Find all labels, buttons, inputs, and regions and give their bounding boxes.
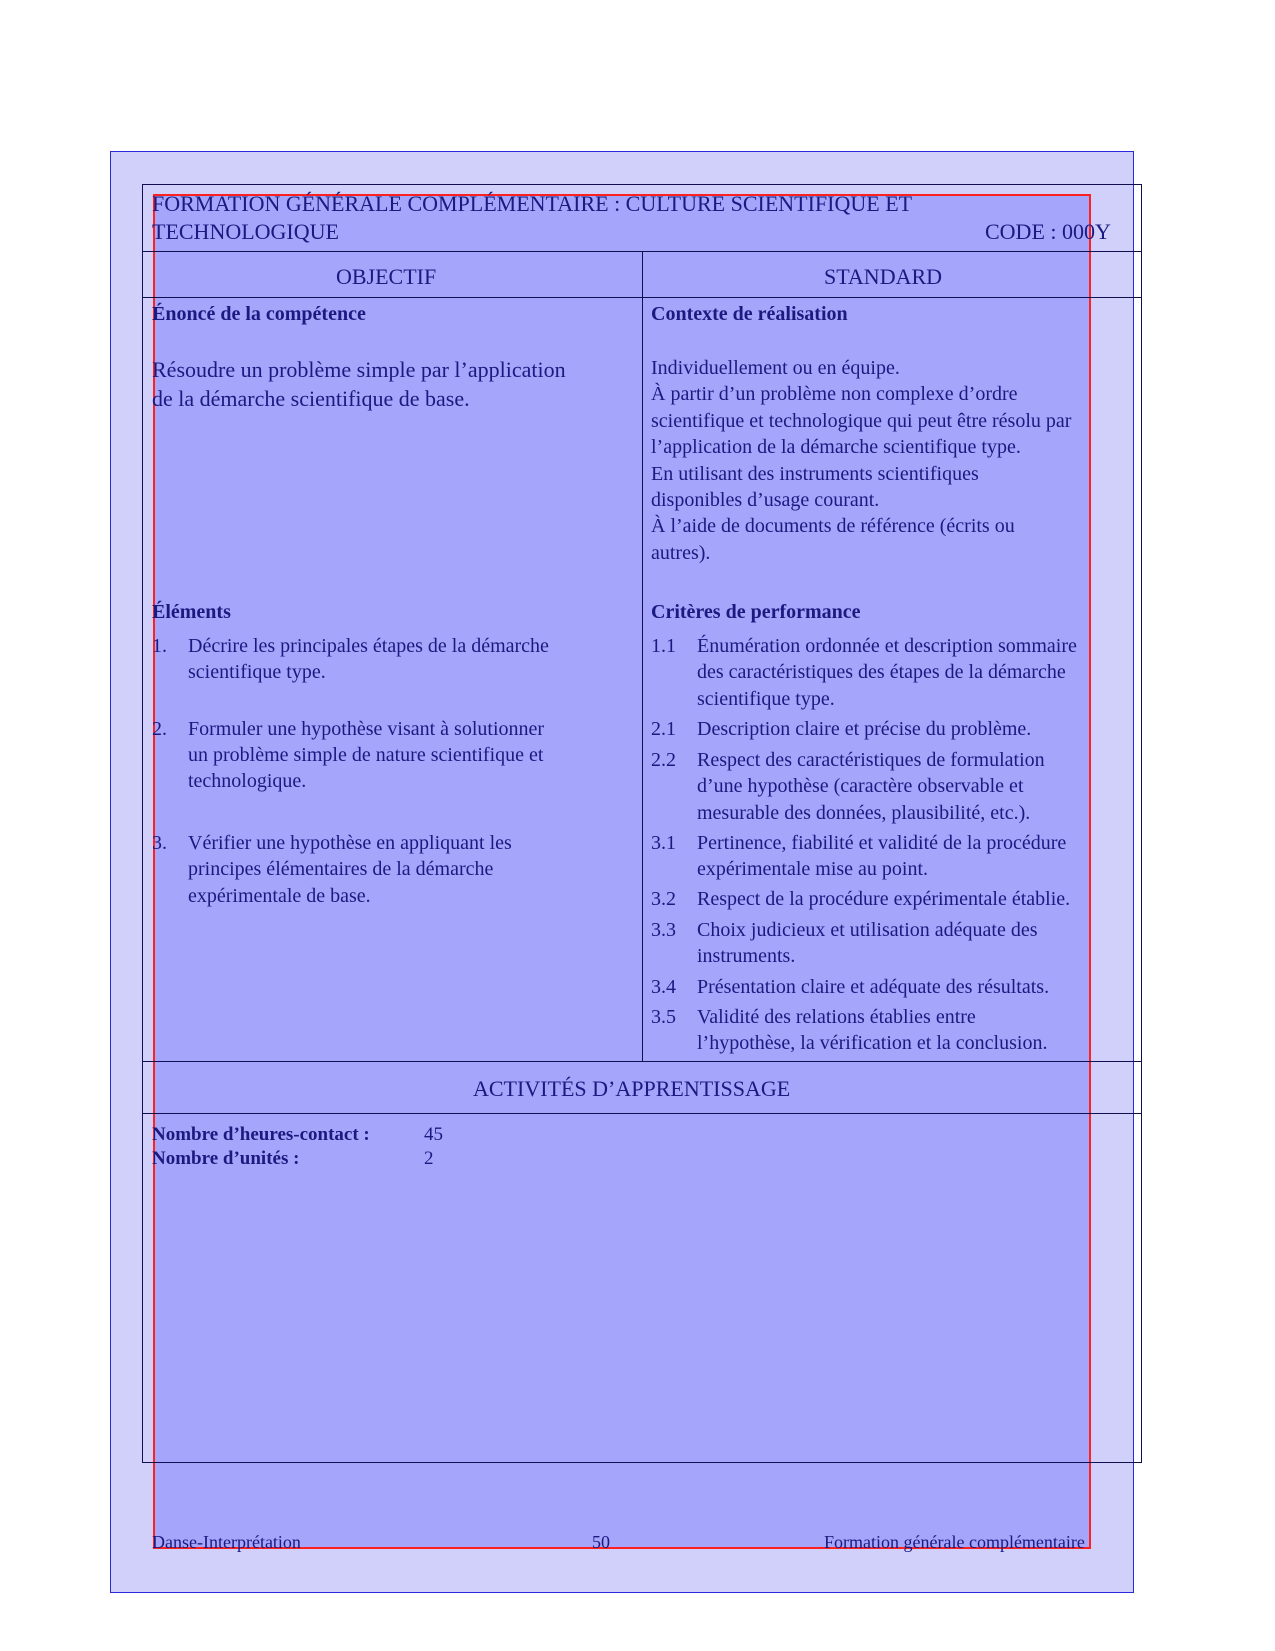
criterion-text: Respect des caractéristiques de formulation bbox=[697, 749, 1045, 771]
context-line: disponibles d’usage courant. bbox=[651, 489, 880, 511]
table-divider bbox=[142, 1113, 1142, 1114]
context-line: Individuellement ou en équipe. bbox=[651, 357, 900, 379]
units-label: Nombre d’unités : bbox=[152, 1148, 300, 1169]
element-text: Vérifier une hypothèse en appliquant les bbox=[188, 832, 512, 854]
element-number: 2. bbox=[152, 718, 167, 740]
criterion-text: Énumération ordonnée et description sommaire bbox=[697, 635, 1077, 657]
section-label-criteres: Critères de performance bbox=[651, 601, 861, 623]
element-text: un problème simple de nature scientifique et bbox=[188, 744, 544, 766]
column-heading-objectif: OBJECTIF bbox=[336, 264, 437, 289]
units-value: 2 bbox=[424, 1148, 434, 1169]
contact-hours-value: 45 bbox=[424, 1124, 443, 1145]
element-number: 1. bbox=[152, 635, 167, 657]
contact-hours-label: Nombre d’heures-contact : bbox=[152, 1124, 370, 1145]
element-text: technologique. bbox=[188, 770, 307, 792]
element-text: principes élémentaires de la démarche bbox=[188, 858, 494, 880]
section-label-enonce: Énoncé de la compétence bbox=[152, 303, 366, 325]
context-line: autres). bbox=[651, 542, 711, 564]
column-divider bbox=[642, 251, 643, 1061]
criterion-number: 2.2 bbox=[651, 749, 676, 771]
element-text: Formuler une hypothèse visant à solutionner bbox=[188, 718, 545, 740]
context-line: scientifique et technologique qui peut être résolu par bbox=[651, 410, 1072, 432]
criterion-text: expérimentale mise au point. bbox=[697, 858, 929, 880]
criterion-text: Respect de la procédure expérimentale établie. bbox=[697, 888, 1071, 910]
table-divider bbox=[142, 1061, 1142, 1062]
context-line: En utilisant des instruments scientifiques bbox=[651, 463, 979, 485]
element-text: Décrire les principales étapes de la démarche bbox=[188, 635, 549, 657]
criterion-text: d’une hypothèse (caractère observable et bbox=[697, 775, 1024, 797]
element-text: expérimentale de base. bbox=[188, 885, 371, 907]
criterion-number: 3.2 bbox=[651, 888, 676, 910]
criterion-text: Pertinence, fiabilité et validité de la procédure bbox=[697, 832, 1067, 854]
criterion-text: scientifique type. bbox=[697, 688, 835, 710]
section-label-contexte: Contexte de réalisation bbox=[651, 303, 848, 325]
competency-statement: Résoudre un problème simple par l’application bbox=[152, 357, 566, 382]
footer-page-number: 50 bbox=[592, 1532, 610, 1552]
criterion-text: Choix judicieux et utilisation adéquate des bbox=[697, 919, 1038, 941]
footer-section: Formation générale complémentaire bbox=[824, 1532, 1085, 1552]
context-line: À partir d’un problème non complexe d’ordre bbox=[651, 383, 1018, 405]
criterion-number: 3.4 bbox=[651, 976, 676, 998]
document-title-continued: TECHNOLOGIQUE bbox=[152, 219, 339, 244]
competency-statement: de la démarche scientifique de base. bbox=[152, 386, 470, 411]
document-title: FORMATION GÉNÉRALE COMPLÉMENTAIRE : CULTURE SCIENTIFIQUE ET bbox=[152, 191, 913, 216]
criterion-number: 2.1 bbox=[651, 718, 676, 740]
course-code: CODE : 000Y bbox=[985, 219, 1111, 244]
criterion-text: des caractéristiques des étapes de la démarche bbox=[697, 661, 1066, 683]
element-text: scientifique type. bbox=[188, 661, 326, 683]
footer-program: Danse-Interprétation bbox=[152, 1532, 301, 1552]
criterion-text: Validité des relations établies entre bbox=[697, 1006, 976, 1028]
criterion-number: 1.1 bbox=[651, 635, 676, 657]
criterion-text: mesurable des données, plausibilité, etc.). bbox=[697, 802, 1031, 824]
criterion-text: Description claire et précise du problème. bbox=[697, 718, 1032, 740]
criterion-number: 3.3 bbox=[651, 919, 676, 941]
criterion-text: instruments. bbox=[697, 945, 796, 967]
column-heading-standard: STANDARD bbox=[824, 264, 943, 289]
learning-activities-heading: ACTIVITÉS D’APPRENTISSAGE bbox=[473, 1076, 791, 1101]
context-line: À l’aide de documents de référence (écrits ou bbox=[651, 515, 1015, 537]
criterion-text: Présentation claire et adéquate des résultats. bbox=[697, 976, 1050, 998]
element-number: 3. bbox=[152, 832, 167, 854]
section-label-elements: Éléments bbox=[152, 601, 231, 623]
criterion-number: 3.5 bbox=[651, 1006, 676, 1028]
context-line: l’application de la démarche scientifique type. bbox=[651, 436, 1021, 458]
criterion-text: l’hypothèse, la vérification et la conclusion. bbox=[697, 1032, 1048, 1054]
criterion-number: 3.1 bbox=[651, 832, 676, 854]
